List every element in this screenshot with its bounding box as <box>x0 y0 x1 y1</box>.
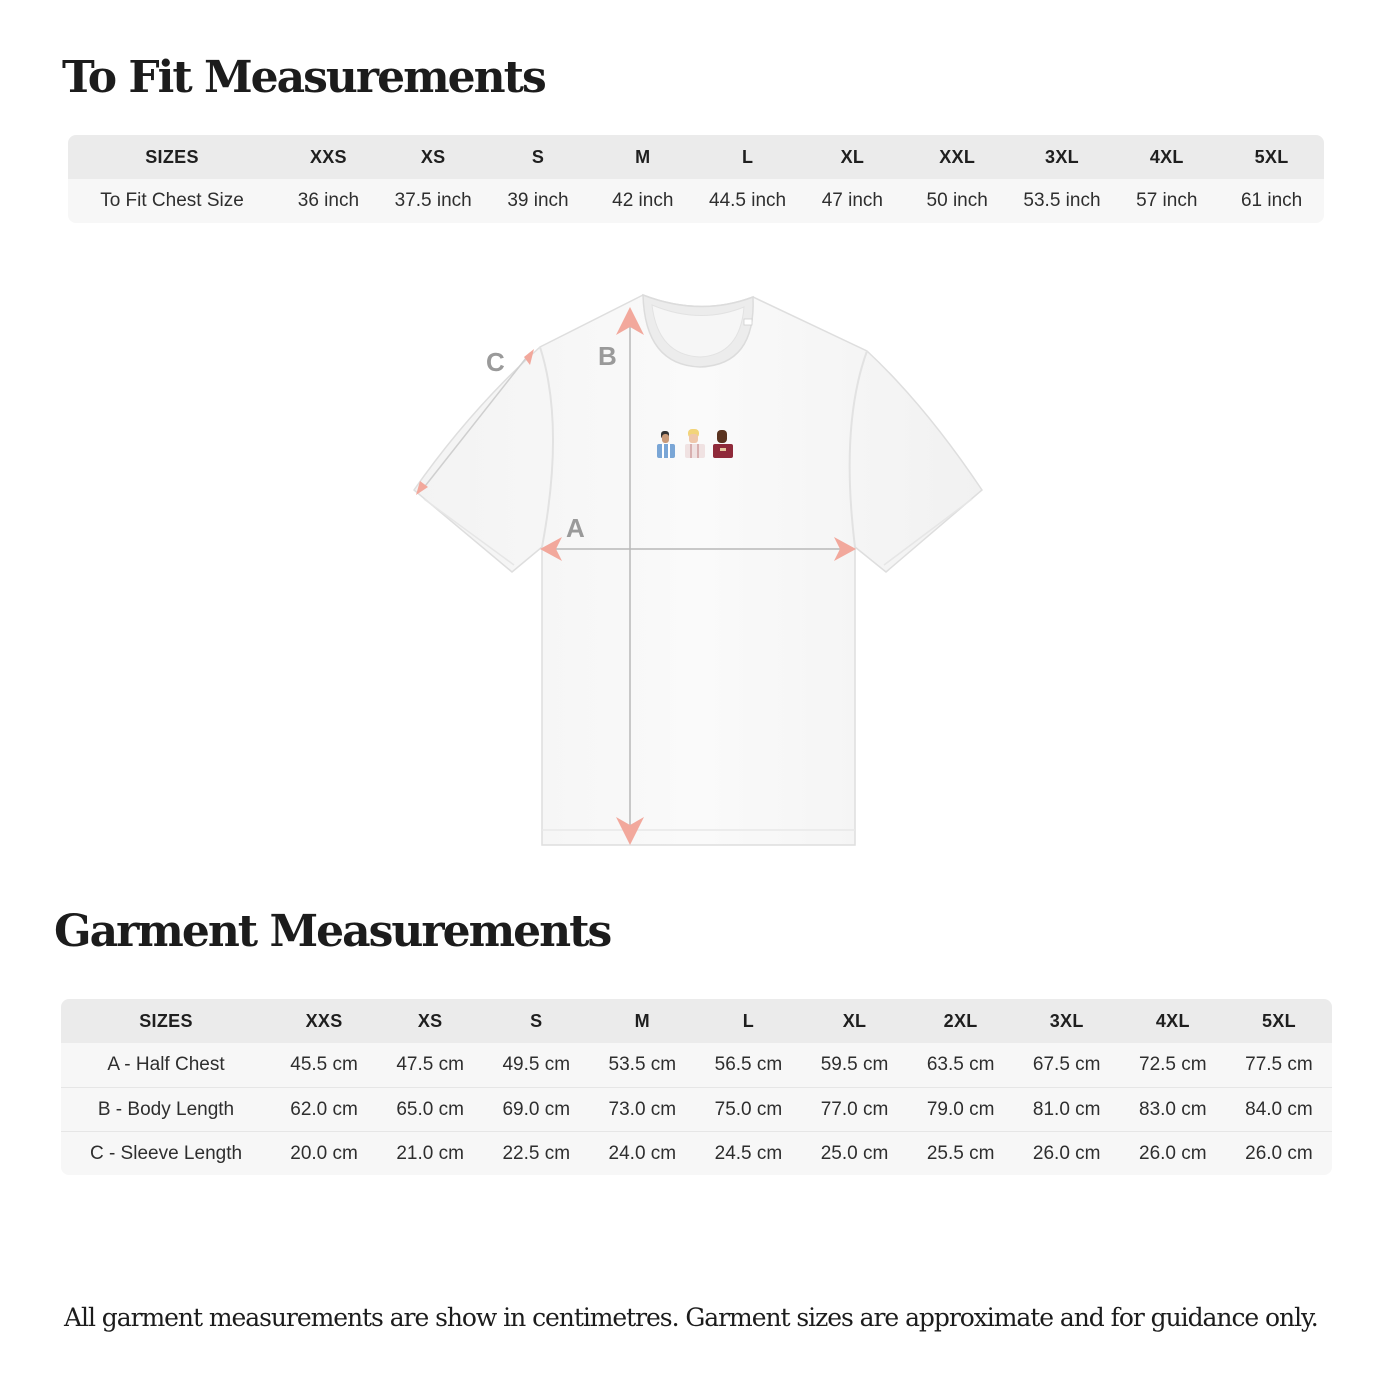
to-fit-header-row <box>68 135 1324 179</box>
table-cell: 57 inch <box>1114 179 1219 223</box>
header-4xl: 4XL <box>1120 999 1226 1043</box>
row-label: C - Sleeve Length <box>61 1131 271 1175</box>
table-cell: 61 inch <box>1219 179 1324 223</box>
header-xxl: XXL <box>905 135 1010 179</box>
table-cell: 77.0 cm <box>801 1087 907 1131</box>
header-m: M <box>590 135 695 179</box>
header-l: L <box>695 135 800 179</box>
header-5xl: 5XL <box>1219 135 1324 179</box>
table-cell: 53.5 inch <box>1010 179 1115 223</box>
header-sizes: SIZES <box>68 135 276 179</box>
label-b: B <box>598 341 617 371</box>
table-cell: 79.0 cm <box>908 1087 1014 1131</box>
table-cell: 25.5 cm <box>908 1131 1014 1175</box>
header-s: S <box>483 999 589 1043</box>
header-xxs: XXS <box>271 999 377 1043</box>
tshirt-body <box>414 295 982 845</box>
neck-label <box>744 319 752 325</box>
header-xl: XL <box>800 135 905 179</box>
table-cell: 36 inch <box>276 179 381 223</box>
table-cell: 81.0 cm <box>1014 1087 1120 1131</box>
table-cell: 72.5 cm <box>1120 1043 1226 1087</box>
table-cell: 69.0 cm <box>483 1087 589 1131</box>
table-cell: 50 inch <box>905 179 1010 223</box>
table-cell: 67.5 cm <box>1014 1043 1120 1087</box>
header-xl: XL <box>801 999 907 1043</box>
table-cell: 24.5 cm <box>695 1131 801 1175</box>
header-s: S <box>486 135 591 179</box>
table-cell: 25.0 cm <box>801 1131 907 1175</box>
table-row <box>68 179 1324 223</box>
table-cell: 75.0 cm <box>695 1087 801 1131</box>
to-fit-title: To Fit Measurements <box>62 52 545 103</box>
garment-table <box>61 999 1332 1175</box>
table-cell: 56.5 cm <box>695 1043 801 1087</box>
header-5xl: 5XL <box>1226 999 1332 1043</box>
table-cell: 39 inch <box>486 179 591 223</box>
label-a: A <box>566 513 585 543</box>
table-cell: 24.0 cm <box>589 1131 695 1175</box>
table-cell: 22.5 cm <box>483 1131 589 1175</box>
table-cell: 62.0 cm <box>271 1087 377 1131</box>
header-xxs: XXS <box>276 135 381 179</box>
table-cell: 47.5 cm <box>377 1043 483 1087</box>
row-label: B - Body Length <box>61 1087 271 1131</box>
table-cell: 49.5 cm <box>483 1043 589 1087</box>
table-cell: 26.0 cm <box>1014 1131 1120 1175</box>
table-cell: 73.0 cm <box>589 1087 695 1131</box>
header-3xl: 3XL <box>1014 999 1120 1043</box>
label-c: C <box>486 347 505 377</box>
table-cell: 26.0 cm <box>1120 1131 1226 1175</box>
row-label: To Fit Chest Size <box>68 179 276 223</box>
header-sizes: SIZES <box>61 999 271 1043</box>
footnote: All garment measurements are show in centimetres. Garment sizes are approximate and for guidance only. <box>64 1303 1318 1332</box>
table-row <box>61 1131 1332 1175</box>
to-fit-table <box>68 135 1324 223</box>
table-row <box>61 1087 1332 1131</box>
header-4xl: 4XL <box>1114 135 1219 179</box>
table-cell: 20.0 cm <box>271 1131 377 1175</box>
table-cell: 83.0 cm <box>1120 1087 1226 1131</box>
table-cell: 77.5 cm <box>1226 1043 1332 1087</box>
header-2xl: 2XL <box>908 999 1014 1043</box>
garment-header-row <box>61 999 1332 1043</box>
header-m: M <box>589 999 695 1043</box>
table-cell: 59.5 cm <box>801 1043 907 1087</box>
header-xs: XS <box>377 999 483 1043</box>
garment-title: Garment Measurements <box>54 906 611 957</box>
header-l: L <box>695 999 801 1043</box>
header-xs: XS <box>381 135 486 179</box>
row-label: A - Half Chest <box>61 1043 271 1087</box>
tshirt-diagram <box>400 285 1000 860</box>
table-cell: 47 inch <box>800 179 905 223</box>
table-cell: 26.0 cm <box>1226 1131 1332 1175</box>
table-cell: 84.0 cm <box>1226 1087 1332 1131</box>
table-cell: 21.0 cm <box>377 1131 483 1175</box>
table-cell: 53.5 cm <box>589 1043 695 1087</box>
table-cell: 37.5 inch <box>381 179 486 223</box>
table-cell: 42 inch <box>590 179 695 223</box>
header-3xl: 3XL <box>1010 135 1115 179</box>
table-cell: 65.0 cm <box>377 1087 483 1131</box>
table-cell: 44.5 inch <box>695 179 800 223</box>
table-row <box>61 1043 1332 1087</box>
table-cell: 45.5 cm <box>271 1043 377 1087</box>
table-cell: 63.5 cm <box>908 1043 1014 1087</box>
